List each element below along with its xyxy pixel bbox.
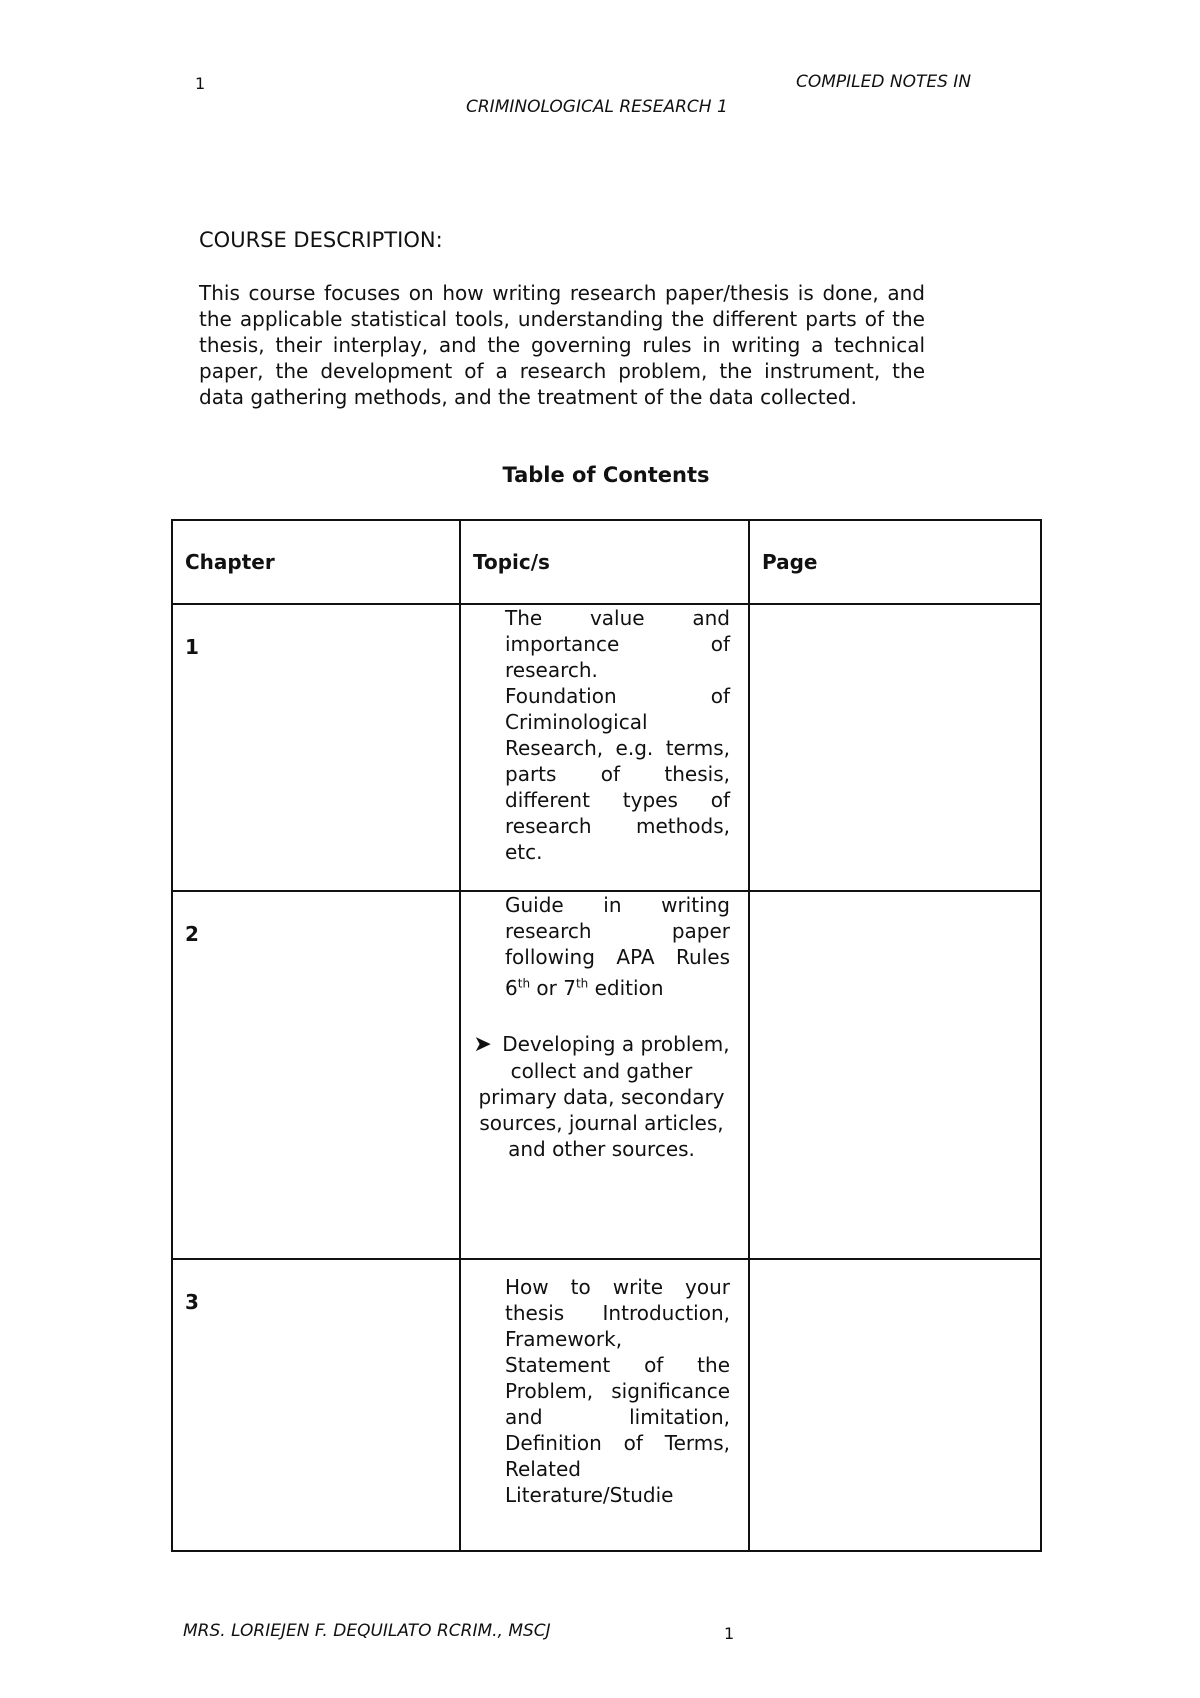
list-item [505,892,730,1001]
header-title-line1: COMPILED NOTES IN [796,72,972,92]
table-row [172,891,1041,1259]
list-item [505,605,730,683]
toc-header-chapter: Chapter [172,520,460,604]
course-description-heading: COURSE DESCRIPTION: [199,228,443,252]
list-item [505,1274,730,1508]
list-item [473,1031,730,1162]
topic-text: How to write your thesis Introduction, Framework, Statement of the Problem, significance and limitation, Definition of Terms, Related Literature/Studie [505,1275,730,1507]
table-row [172,604,1041,891]
course-description-text: This course focuses on how writing research paper/thesis is done, and the applicable statistical tools, understanding the different parts of the thesis, their interplay, and the governing rules in writing a technical paper, the development of a research problem, the instrument, the data gathering methods, and the treatment of the data collected. [199,281,925,409]
toc-header-topics: Topic/s [460,520,749,604]
toc-header-row [172,520,1041,604]
topic-text: Guide in writing research paper following APA Rules 6th or 7th edition [505,893,730,1000]
chapter-number: 3 [185,1290,199,1314]
page-cell [749,1259,1041,1551]
footer-page-number: 1 [724,1624,735,1643]
list-item [505,683,730,865]
page-cell [749,604,1041,891]
topic-list [461,892,748,1162]
table-row [172,1259,1041,1551]
topic-text: Developing a problem, collect and gather primary data, secondary sources, journal articles, and other sources. [478,1031,730,1161]
topic-text: The value and importance of research. [505,606,730,682]
page-cell [749,891,1041,1259]
topic-text: Foundation of Criminological Research, e.g. terms, parts of thesis, different types of research methods, etc. [505,684,730,864]
toc-header-page: Page [749,520,1041,604]
arrow-bullet-icon: ➤ [473,1031,492,1057]
topic-list [461,605,748,865]
header-title-line2: CRIMINOLOGICAL RESEARCH 1 [466,97,728,117]
chapter-number: 1 [185,635,199,659]
footer-author: MRS. LORIEJEN F. DEQUILATO RCRIM., MSCJ [183,1621,551,1641]
header-page-number: 1 [195,74,206,93]
toc-table [171,519,1042,1552]
chapter-number: 2 [185,922,199,946]
toc-title: Table of Contents [502,463,710,487]
topic-list [461,1260,748,1508]
